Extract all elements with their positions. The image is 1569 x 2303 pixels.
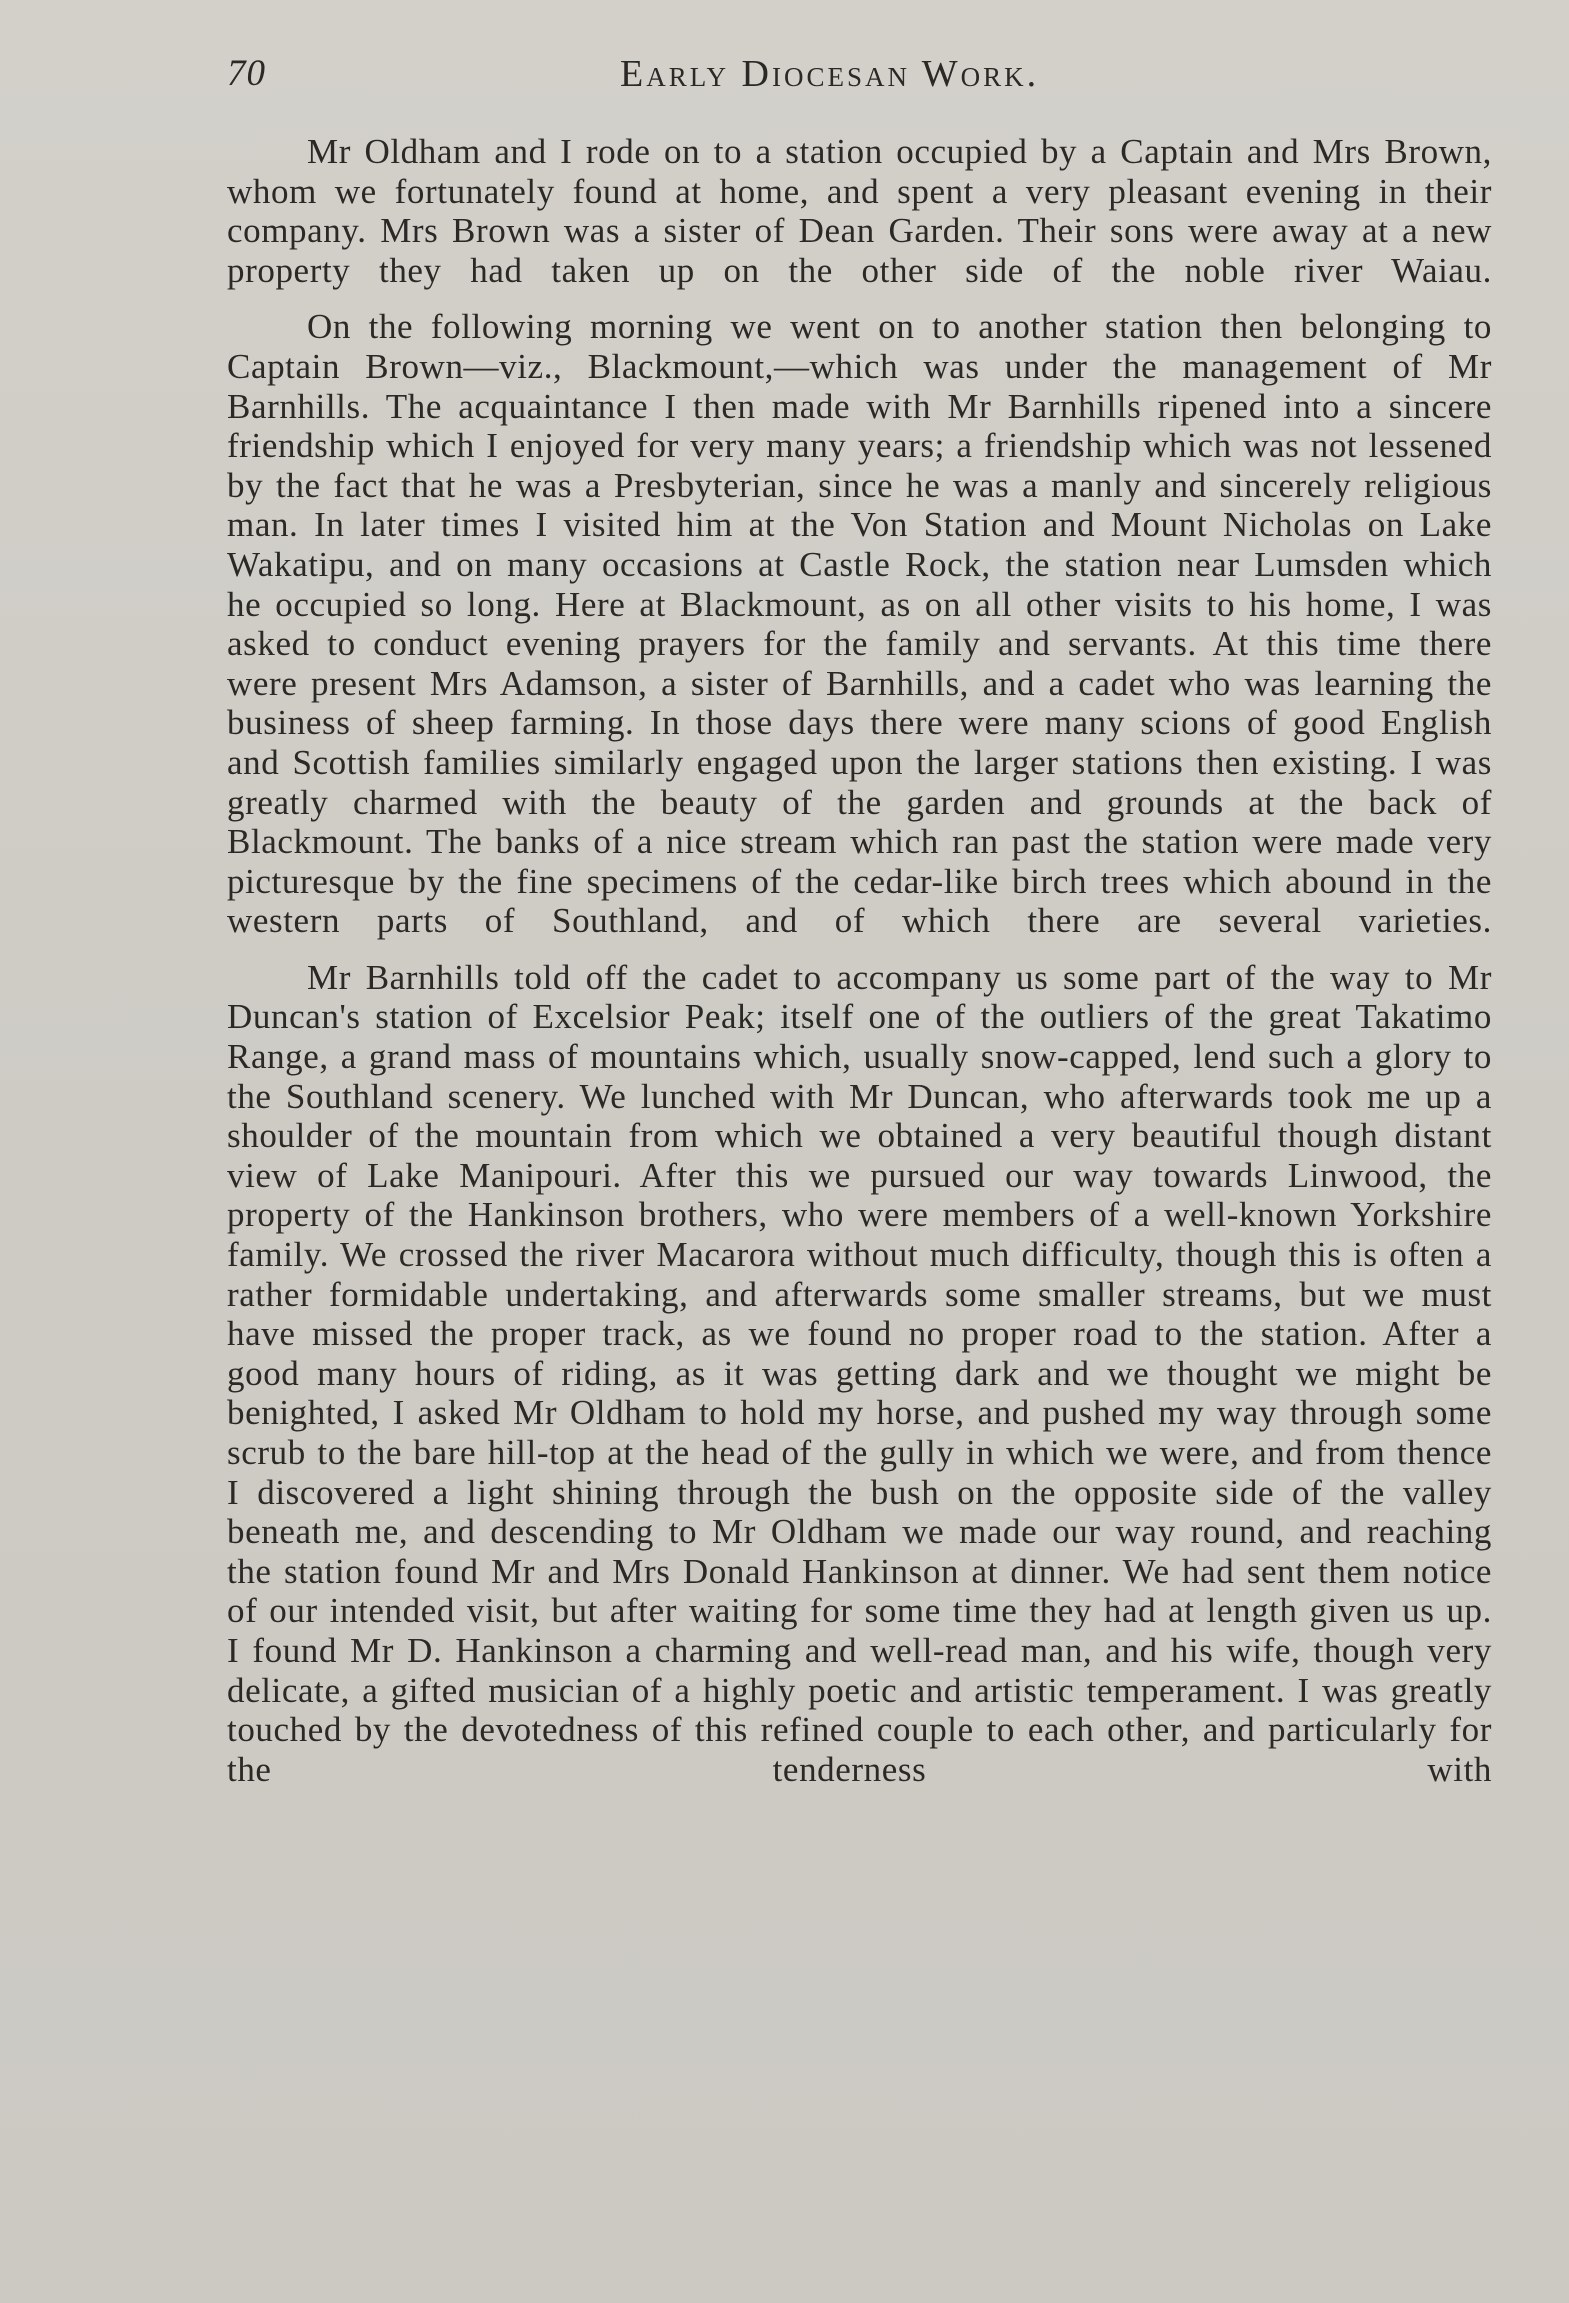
running-title: Early Diocesan Work.	[620, 53, 1040, 95]
page-number: 70	[227, 53, 266, 94]
running-head	[227, 52, 1492, 102]
paragraph-2: On the following morning we went on to another station then belonging to Captain Brown—viz., Blackmount,—which was under the management of Mr Barnhills. The acquaintance I then made with Mr Barnhills ripened into a sincere friendship which I enjoyed for very many years; a friendship which was not lessened by the fact that he was a Presbyterian, since he was a manly and sincerely religious man. In later times I visited him at the Von Station and Mount Nicholas on Lake Wakatipu, and on many occasions at Castle Rock, the station near Lumsden which he occupied so long. Here at Blackmount, as on all other visits to his home, I was asked to conduct evening prayers for the family and servants. At this time there were present Mrs Adamson, a sister of Barnhills, and a cadet who was learning the business of sheep farming. In those days there were many scions of good English and Scottish families similarly engaged upon the larger stations then existing. I was greatly charmed with the beauty of the garden and grounds at the back of Blackmount. The banks of a nice stream which ran past the station were made very picturesque by the fine specimens of the cedar-like birch trees which abound in the western parts of Southland, and of which there are several varieties.	[227, 307, 1492, 941]
body-text	[227, 132, 1492, 1789]
paragraph-1: Mr Oldham and I rode on to a station occupied by a Captain and Mrs Brown, whom we fortunately found at home, and spent a very pleasant evening in their company. Mrs Brown was a sister of Dean Garden. Their sons were away at a new property they had taken up on the other side of the noble river Waiau.	[227, 132, 1492, 290]
paragraph-3: Mr Barnhills told off the cadet to accompany us some part of the way to Mr Duncan's station of Excelsior Peak; itself one of the outliers of the great Takatimo Range, a grand mass of mountains which, usually snow-capped, lend such a glory to the Southland scenery. We lunched with Mr Duncan, who afterwards took me up a shoulder of the mountain from which we obtained a very beautiful though distant view of Lake Manipouri. After this we pursued our way towards Linwood, the property of the Hankinson brothers, who were members of a well-known Yorkshire family. We crossed the river Macarora without much difficulty, though this is often a rather formidable undertaking, and afterwards some smaller streams, but we must have missed the proper track, as we found no proper road to the station. After a good many hours of riding, as it was getting dark and we thought we might be benighted, I asked Mr Oldham to hold my horse, and pushed my way through some scrub to the bare hill-top at the head of the gully in which we were, and from thence I discovered a light shining through the bush on the opposite side of the valley beneath me, and descending to Mr Oldham we made our way round, and reaching the station found Mr and Mrs Donald Hankinson at dinner. We had sent them notice of our intended visit, but after waiting for some time they had at length given us up. I found Mr D. Hankinson a charming and well-read man, and his wife, though very delicate, a gifted musician of a highly poetic and artistic temperament. I was greatly touched by the devotedness of this refined couple to each other, and particularly for the tenderness with	[227, 957, 1492, 1789]
